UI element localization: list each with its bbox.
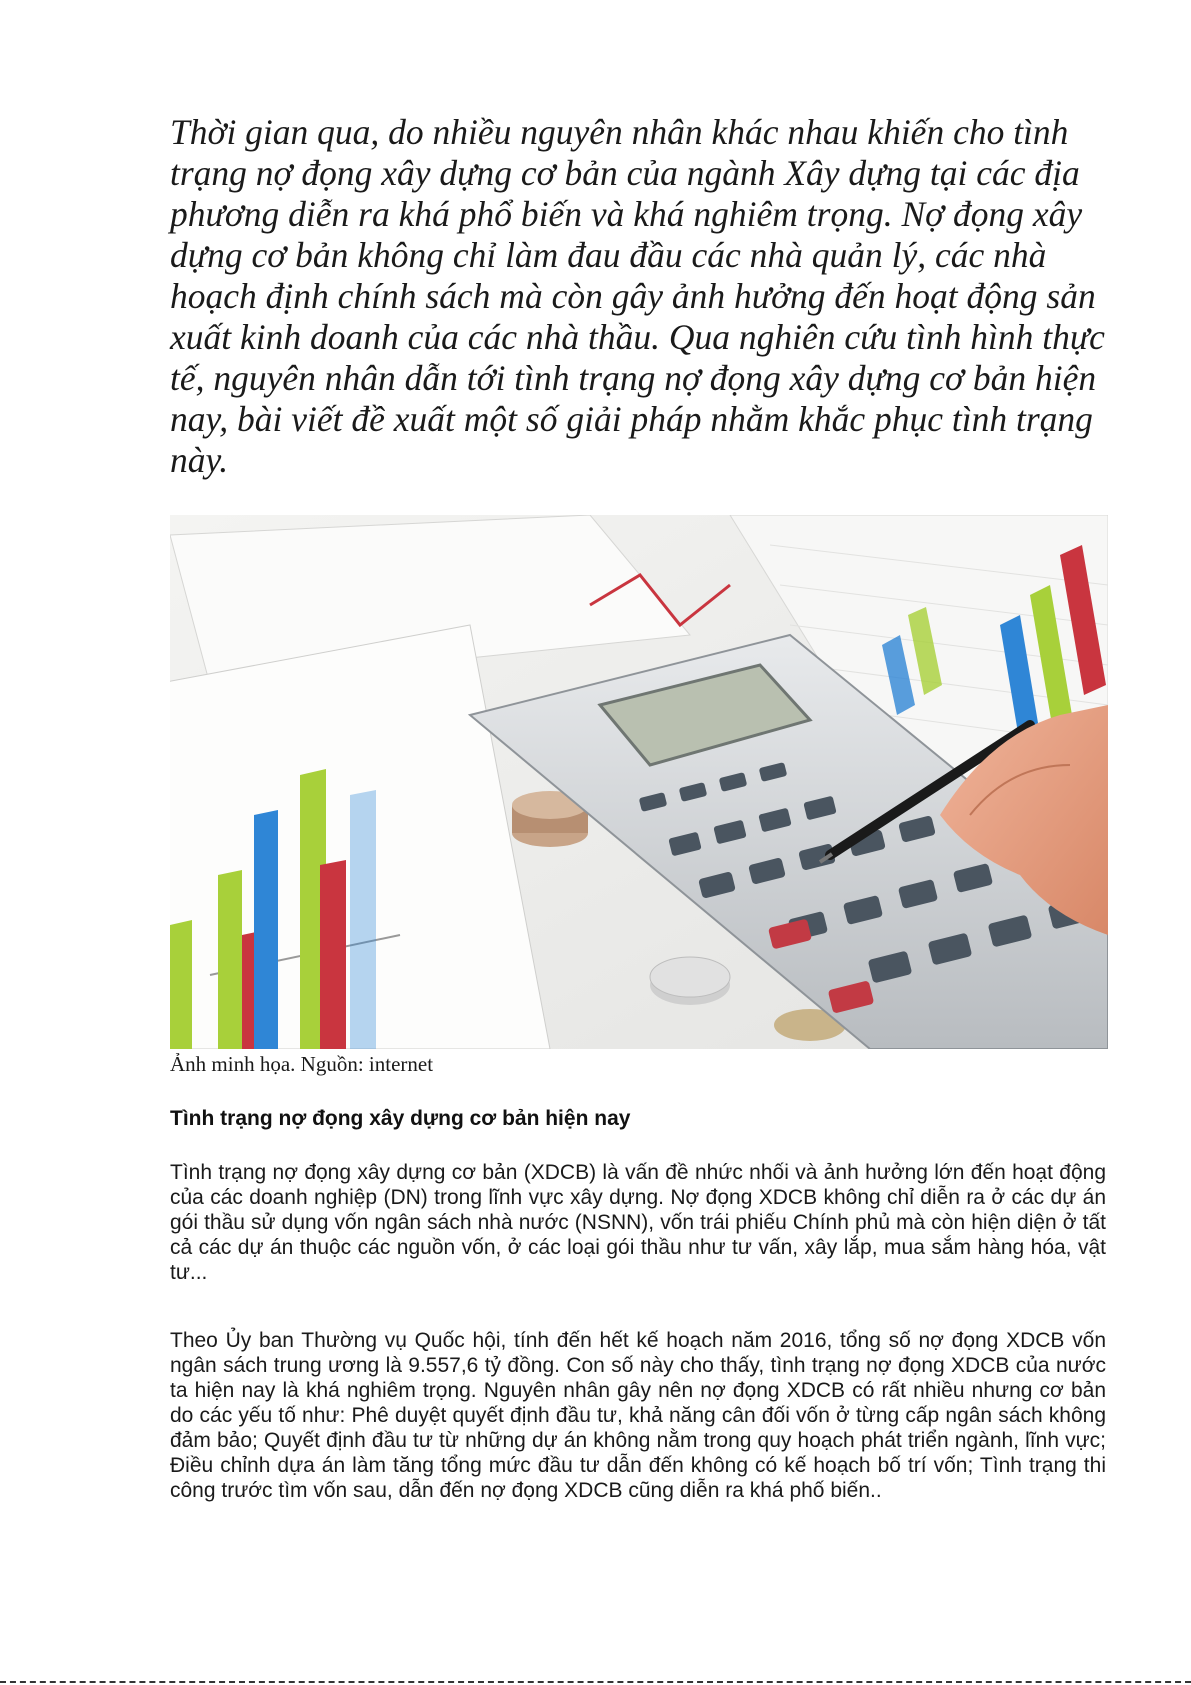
page-footer-rule xyxy=(0,1681,1191,1683)
figure-caption: Ảnh minh họa. Nguồn: internet xyxy=(170,1052,434,1076)
calculator-and-charts-illustration xyxy=(170,515,1108,1049)
body-paragraph: Theo Ủy ban Thường vụ Quốc hội, tính đến hết kế hoạch năm 2016, tổng số nợ đọng XDCB vốn ngân sách trung ương là 9.557,6 tỷ đồng. Con số này cho thấy, tình trạng nợ đọng XDCB của nước ta hiện nay là khá nghiêm trọng. Nguyên nhân gây nên nợ đọng XDCB có rất nhiều nhưng cơ bản do các yếu tố như: Phê duyệt quyết định đầu tư, khả năng cân đối vốn ở từng cấp ngân sách không đảm bảo; Quyết định đầu tư từ những dự án không nằm trong quy hoạch phát triển ngành, lĩnh vực; Điều chỉnh dựa án làm tăng tổng mức đầu tư dẫn đến không có kế hoạch bố trí vốn; Tình trạng thi công trước tìm vốn sau, dẫn đến nợ đọng XDCB cũng diễn ra khá phố biến.. xyxy=(170,1329,1106,1502)
lead-paragraph: Thời gian qua, do nhiều nguyên nhân khác nhau khiến cho tình trạng nợ đọng xây dựng cơ bản của ngành Xây dựng tại các địa phương diễn ra khá phổ biến và khá nghiêm trọng. Nợ đọng xây dựng cơ bản không chỉ làm đau đầu các nhà quản lý, các nhà hoạch định chính sách mà còn gây ảnh hưởng đến hoạt động sản xuất kinh doanh của các nhà thầu. Qua nghiên cứu tình hình thực tế, nguyên nhân dẫn tới tình trạng nợ đọng xây dựng cơ bản hiện nay, bài viết đề xuất một số giải pháp nhằm khắc phục tình trạng này. xyxy=(170,112,1105,480)
section-heading: Tình trạng nợ đọng xây dựng cơ bản hiện nay xyxy=(170,1107,631,1130)
illustration-image xyxy=(170,515,1108,1049)
body-paragraph: Tình trạng nợ đọng xây dựng cơ bản (XDCB) là vấn đề nhức nhối và ảnh hưởng lớn đến hoạt động của các doanh nghiệp (DN) trong lĩnh vực xây dựng. Nợ đọng XDCB không chỉ diễn ra ở các dự án gói thầu sử dụng vốn ngân sách nhà nước (NSNN), vốn trái phiếu Chính phủ mà còn hiện diện ở tất cả các dự án thuộc các nguồn vốn, ở các loại gói thầu như tư vấn, xây lắp, mua sắm hàng hóa, vật tư... xyxy=(170,1161,1106,1284)
